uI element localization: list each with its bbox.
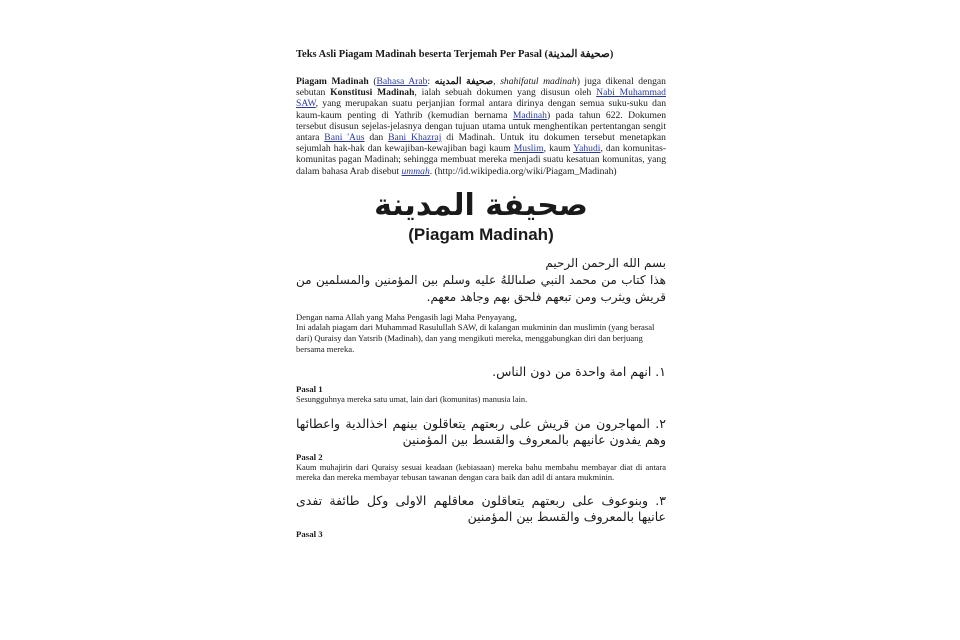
article-1	[296, 364, 666, 405]
link-bani-aus[interactable]: Bani 'Aus	[324, 132, 365, 144]
intro-text: dan	[364, 132, 389, 144]
link-muslim[interactable]: Muslim	[513, 143, 544, 155]
article-2	[296, 416, 666, 484]
bismillah-arabic: بسم الله الرحمن الرحيم	[545, 255, 666, 270]
link-madinah[interactable]: Madinah	[512, 109, 547, 121]
link-yahudi[interactable]: Yahudi	[573, 143, 601, 155]
intro-text: , ialah sebuah dokumen yang disusun oleh	[414, 87, 597, 99]
link-bani-khazraj[interactable]: Bani Khazraj	[388, 132, 442, 144]
intro-text: ) pada tahun 622. Dokumen tersebut disusun sejelas-jelasnya dengan tujuan utama untuk menghentikan pertentangan sengit antara	[296, 109, 666, 144]
intro-arabic-term: صحيفة المدينه	[434, 76, 494, 87]
article-arabic: ٢. المهاجرون من قريش على ربعتهم يتعاقلون بينهم اخذالدية واعطائها وهم يفدون عانيهم بالمعروف والقسط بين المؤمنين	[296, 415, 666, 447]
intro-text: :	[427, 76, 435, 87]
link-ummah[interactable]: ummah	[401, 165, 430, 177]
article-translation: Kaum muhajirin dari Quraisy sesuai keadaan (kebiasaan) mereka bahu membahu membayar diat di antara mereka dan mereka membayar tebusan tawanan dengan cara baik dan adil di antara mukminin.	[296, 462, 666, 483]
intro-text: , yang merupakan suatu perjanjian formal antara dirinya dengan semua suku-suku dan kaum-kaum penting di Yathrib (kemudian bernama	[296, 98, 666, 121]
heading-latin: (Piagam Madinah)	[408, 224, 554, 244]
heading-arabic: صحيفة المدينة	[374, 187, 588, 223]
link-bahasa-arab[interactable]: Bahasa Arab	[376, 76, 428, 87]
preamble-arabic: هذا كتاب من محمد النبي صلىاللهُ عليه وسلم بين المؤمنين والمسلمين من قريش ويثرب ومن تبعهم فلحق بهم وجاهد معهم.	[296, 272, 666, 304]
bismillah-translation: Dengan nama Allah yang Maha Pengasih lagi Maha Penyayang,	[296, 311, 517, 322]
article-arabic: ٣. وبنوعوف على ربعتهم يتعاقلون معاقلهم الاولى وكل طائفة تفدى عانيها بالمعروف والقسط بين المؤمنين	[296, 493, 666, 525]
intro-text: . (http://id.wikipedia.org/wiki/Piagam_Madinah)	[429, 165, 617, 177]
link-nabi-muhammad[interactable]: Nabi Muhammad SAW	[296, 87, 666, 110]
article-arabic: ١. انهم امة واحدة من دون الناس.	[492, 364, 666, 380]
intro-text: , kaum	[543, 143, 574, 155]
preamble-translation: Ini adalah piagam dari Muhammad Rasulullah SAW, di kalangan mukminin dan muslimin (yang berasal dari) Quraisy dan Yatsrib (Madinah), dan yang mengikuti mereka, menggabungkan diri dan berjuang bersama mereka.	[296, 322, 655, 354]
intro-paragraph	[296, 76, 666, 177]
document-page	[296, 48, 666, 540]
article-label: Pasal 1	[296, 384, 323, 395]
intro-term: Piagam Madinah	[296, 76, 369, 87]
article-label: Pasal 3	[296, 529, 323, 540]
intro-text: ,	[493, 76, 501, 87]
intro-text: di Madinah. Untuk itu dokumen tersebut menetapkan sejumlah hak-hak dan kewajiban-kewajiban bagi kaum	[296, 132, 666, 155]
intro-text: , dan komunitas-komunitas pagan Madinah; sehingga membuat mereka menjadi suatu kesatuan komunitas, yang dalam bahasa Arab disebut	[296, 143, 667, 177]
intro-text: ) juga dikenal dengan sebutan	[296, 76, 666, 99]
intro-text: (	[368, 76, 377, 87]
article-label: Pasal 2	[296, 451, 323, 462]
article-translation: Sesungguhnya mereka satu umat, lain dari (komunitas) manusia lain.	[296, 395, 528, 405]
intro-translit: shahifatul madinah	[500, 76, 577, 87]
document-title: Teks Asli Piagam Madinah beserta Terjemah Per Pasal (صحيفة المدينة)	[296, 49, 614, 60]
article-3	[296, 493, 666, 539]
intro-konstitusi: Konstitusi Madinah	[330, 87, 415, 99]
